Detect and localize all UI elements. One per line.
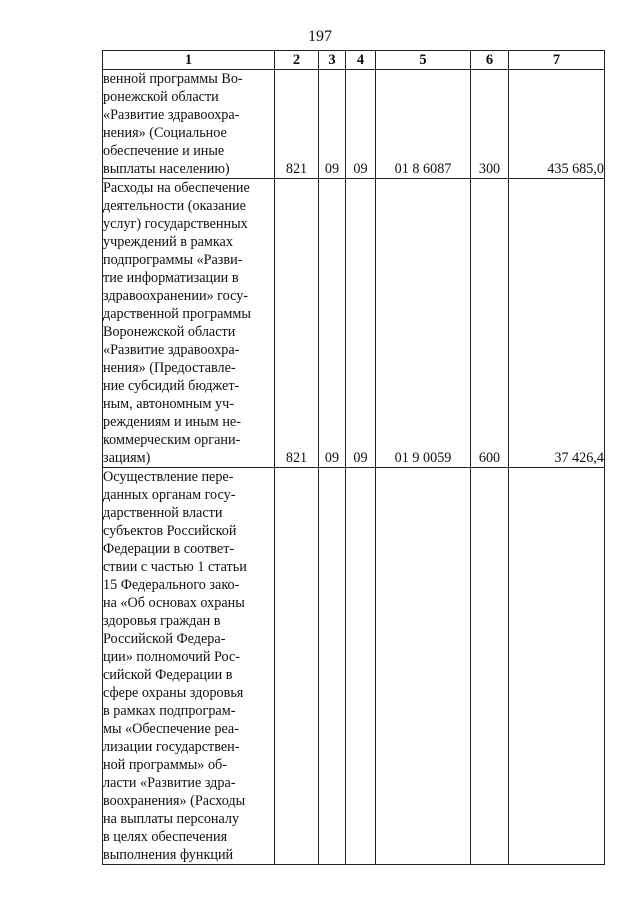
description-line: ным, автономным уч-: [103, 396, 234, 412]
section-code: 09: [319, 179, 346, 468]
description-line: здравоохранении» госу-: [103, 288, 249, 304]
description-line: лизации государствен-: [103, 739, 240, 755]
description-line: в целях обеспечения: [103, 829, 228, 845]
section-code: [319, 468, 346, 865]
description-line: дарственной власти: [103, 505, 223, 521]
description-line: услуг) государственных: [103, 216, 248, 232]
description-line: Расходы на обеспечение: [103, 180, 250, 196]
header-cell-1: 1: [103, 51, 275, 70]
description-line: субъектов Российской: [103, 523, 237, 539]
table-row: [103, 70, 605, 179]
description-line: реждениям и иным не-: [103, 414, 241, 430]
description-line: 15 Федерального зако-: [103, 577, 240, 593]
ministry-code: [275, 468, 319, 865]
description-line: деятельности (оказание: [103, 198, 246, 214]
description-line: мы «Обеспечение реа-: [103, 721, 239, 737]
expense-type-code: 600: [471, 179, 509, 468]
description-line: сфере охраны здоровья: [103, 685, 244, 701]
description-line: Федерации в соответ-: [103, 541, 235, 557]
header-cell-3: 3: [319, 51, 346, 70]
table-row: [103, 179, 605, 468]
description-line: ной программы» об-: [103, 757, 227, 773]
description-line: коммерческим органи-: [103, 432, 241, 448]
row-description: [103, 70, 275, 179]
table-row: [103, 468, 605, 865]
subsection-code: 09: [346, 179, 376, 468]
description-line: «Развитие здравоохра-: [103, 342, 240, 358]
description-line: Воронежской области: [103, 324, 236, 340]
description-line: обеспечение и иные: [103, 143, 225, 159]
description-line: ствии с частью 1 статьи: [103, 559, 247, 575]
header-cell-6: 6: [471, 51, 509, 70]
expense-type-code: [471, 468, 509, 865]
budget-table: [102, 50, 605, 865]
amount: [509, 468, 605, 865]
target-article-code: [376, 468, 471, 865]
subsection-code: 09: [346, 70, 376, 179]
description-line: «Развитие здравоохра-: [103, 107, 240, 123]
header-row: [103, 51, 605, 70]
description-line: ции» полномочий Рос-: [103, 649, 240, 665]
description-line: нения» (Социальное: [103, 125, 227, 141]
description-line: выплаты населению): [103, 161, 230, 177]
ministry-code: 821: [275, 179, 319, 468]
page-number: 197: [308, 28, 332, 45]
description-line: венной программы Во-: [103, 71, 243, 87]
description-line: учреждений в рамках: [103, 234, 233, 250]
description-line: воохранения» (Расходы: [103, 793, 246, 809]
target-article-code: 01 8 6087: [376, 70, 471, 179]
header-cell-5: 5: [376, 51, 471, 70]
header-cell-2: 2: [275, 51, 319, 70]
description-line: здоровья граждан в: [103, 613, 221, 629]
expense-type-code: 300: [471, 70, 509, 179]
description-line: Российской Федера-: [103, 631, 226, 647]
description-line: на выплаты персоналу: [103, 811, 240, 827]
description-line: в рамках подпрограм-: [103, 703, 236, 719]
description-line: ласти «Развитие здра-: [103, 775, 236, 791]
header-cell-4: 4: [346, 51, 376, 70]
description-line: дарственной программы: [103, 306, 251, 322]
description-line: зациям): [103, 450, 151, 466]
description-line: тие информатизации в: [103, 270, 239, 286]
description-line: выполнения функций: [103, 847, 234, 863]
description-line: ние субсидий бюджет-: [103, 378, 240, 394]
target-article-code: 01 9 0059: [376, 179, 471, 468]
row-description: [103, 179, 275, 468]
row-description: [103, 468, 275, 865]
description-line: ронежской области: [103, 89, 219, 105]
description-line: подпрограммы «Разви-: [103, 252, 243, 268]
description-line: данных органам госу-: [103, 487, 236, 503]
subsection-code: [346, 468, 376, 865]
description-line: Осуществление пере-: [103, 469, 234, 485]
amount: 37 426,4: [509, 179, 605, 468]
description-line: на «Об основах охраны: [103, 595, 245, 611]
ministry-code: 821: [275, 70, 319, 179]
section-code: 09: [319, 70, 346, 179]
description-line: нения» (Предоставле-: [103, 360, 236, 376]
header-cell-7: 7: [509, 51, 605, 70]
amount: 435 685,0: [509, 70, 605, 179]
description-line: сийской Федерации в: [103, 667, 233, 683]
